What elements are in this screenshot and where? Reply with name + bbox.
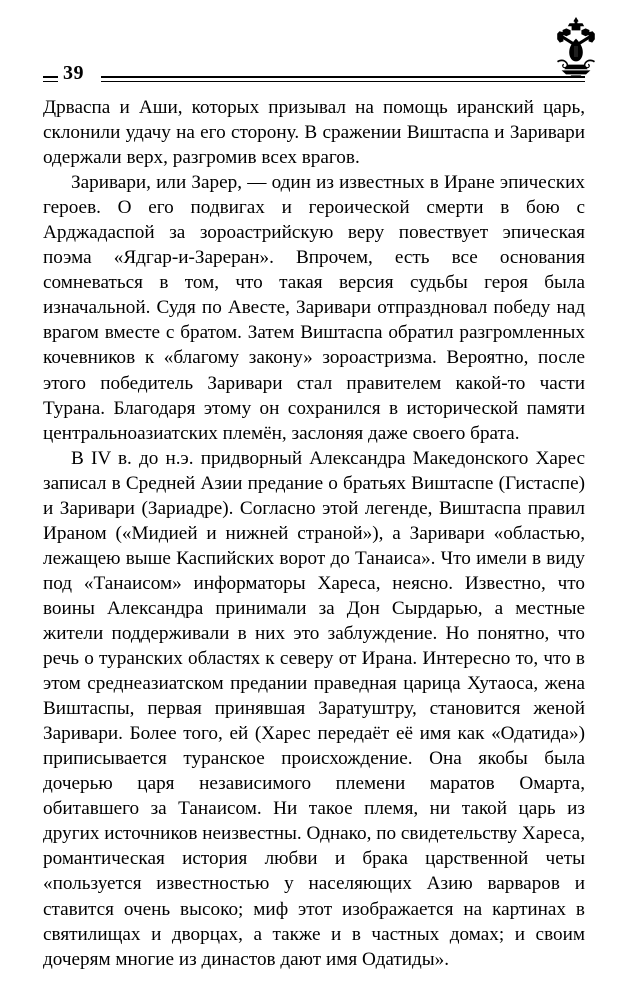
header-rule-right-segment — [101, 76, 585, 82]
header-rule — [43, 62, 585, 85]
header-rule-left-segment — [43, 76, 58, 82]
body-text — [43, 95, 585, 972]
paragraph: Заривари, или Зарер, — один из известных в Иране эпических героев. О его подвигах и героической смерти в бою с Арджадаспой за зороастрийскую веру повествует эпическая поэма «Ядгар-и-Зареран». Впрочем, есть все основания сомневаться в том, что такая версия судьбы героя была изначальной. Судя по Авесте, Заривари отпраздновал победу над врагом вместе с братом. Затем Виштаспа обратил разгромленных кочевников к «благому закону» зороастризма. Вероятно, после этого победитель Заривари стал правителем какой-то части Турана. Благодаря этому он сохранился в исторической памяти центральноазиатских племён, заслоняя даже своего брата. — [43, 172, 585, 444]
paragraph: Дрваспа и Аши, которых призывал на помощь иранский царь, склонили удачу на его сторону. В сражении Виштаспа и Заривари одержали верх, разгромив всех врагов. — [43, 97, 585, 169]
page-header — [0, 0, 628, 92]
page-number: 39 — [63, 62, 84, 84]
paragraph: В IV в. до н.э. придворный Александра Македонского Харес записал в Средней Азии предание о братьях Виштаспе (Гистаспе) и Заривари (Зариадре). Согласно этой легенде, Виштаспа правил Ираном («Мидией и нижней страной»), а Заривари «областью, лежащею выше Каспийских ворот до Танаиса». Что имели в виду под «Танаисом» информаторы Хареса, неясно. Известно, что воины Александра принимали за Дон Сырдарью, а местные жители поддерживали в них это заблуждение. Но понятно, что речь о туранских областях к северу от Ирана. Интересно то, что в этом среднеазиатском предании праведная царица Хутаоса, жена Виштаспы, первая принявшая Заратуштру, становится женой Заривари. Более того, ей (Харес передаёт её имя как «Одатида») приписывается туранское происхождение. Она якобы была дочерью царя независимого племени маратов Омарта, обитавшего за Танаисом. Ни такое племя, ни такой царь из других источников неизвестны. Однако, по свидетельству Хареса, романтическая история любви и брака царственной четы «пользуется известностью у населяющих Азию варваров и ставится очень высоко; миф этот изображается на картинах в святилищах и дворцах, а также и в частных домах; и своим дочерям многие из династов дают имя Одатиды». — [43, 447, 585, 970]
